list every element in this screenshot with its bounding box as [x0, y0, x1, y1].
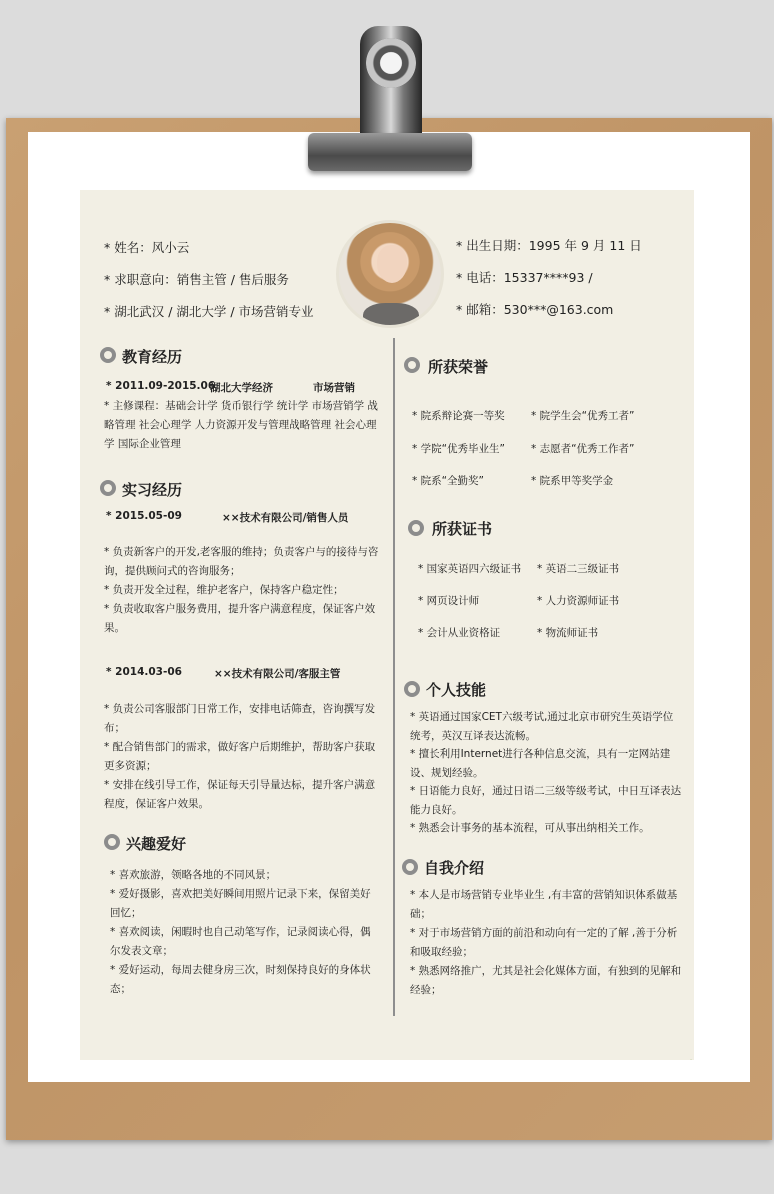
about-title: 自我介绍	[424, 859, 485, 877]
profile-name: * 姓名：风小云	[104, 240, 190, 255]
avatar-shirt	[363, 303, 419, 328]
honor-item: * 院学生会“优秀工者”	[531, 410, 635, 422]
certificate-item: * 人力资源师证书	[537, 595, 620, 607]
fern-leaf-icon	[620, 1030, 694, 1060]
honor-item: * 院系辩论赛一等奖	[412, 410, 505, 422]
certificate-item: * 国家英语四六级证书	[418, 563, 522, 575]
profile-location: * 湖北武汉 / 湖北大学 / 市场营销专业	[104, 304, 314, 319]
certificate-item: * 英语二三级证书	[537, 563, 620, 575]
clip-base	[308, 133, 472, 171]
hobby-item: * 爱好运动，每周去健身房三次，时刻保持良好的身体状态；	[110, 964, 371, 995]
skill-item: * 擅长利用Internet进行各种信息交流，具有一定网站建设、规划经验。	[410, 748, 671, 779]
honors-title: 所获荣誉	[428, 358, 489, 376]
job-company: ××技术有限公司/销售人员	[222, 512, 349, 524]
internship-title: 实习经历	[122, 481, 183, 499]
profile-intent: * 求职意向：销售主管 / 售后服务	[104, 272, 289, 287]
job-date: * 2014.03-06	[106, 666, 182, 678]
section-bullet-icon	[404, 681, 420, 697]
job-duty: * 负责收取客户服务费用，提升客户满意程度，保证客户效果。	[104, 603, 376, 634]
honor-item: * 学院“优秀毕业生”	[412, 443, 505, 455]
hobbies-title: 兴趣爱好	[126, 835, 187, 853]
education-school: 湖北大学经济	[210, 382, 273, 394]
education-title: 教育经历	[122, 348, 183, 366]
section-bullet-icon	[408, 520, 424, 536]
section-bullet-icon	[104, 834, 120, 850]
profile-birth: * 出生日期：1995 年 9 月 11 日	[456, 238, 642, 253]
about-item: * 熟悉网络推广，尤其是社会化媒体方面，有独到的见解和经验；	[410, 965, 682, 996]
education-date: * 2011.09-2015.06	[106, 380, 216, 392]
job-company: ××技术有限公司/客服主管	[214, 668, 341, 680]
education-major: 市场营销	[313, 382, 355, 394]
certificate-item: * 会计从业资格证	[418, 627, 501, 639]
certificate-item: * 物流师证书	[537, 627, 599, 639]
section-bullet-icon	[404, 357, 420, 373]
job-duty: * 配合销售部门的需求，做好客户后期维护，帮助客户获取更多资源；	[104, 741, 376, 772]
job-duty: * 负责新客户的开发,老客服的维持；负责客户与的接待与咨询，提供顾问式的咨询服务；	[104, 546, 379, 577]
avatar	[336, 220, 444, 328]
about-item: * 本人是市场营销专业毕业生 ,有丰富的营销知识体系做基础；	[410, 889, 678, 920]
profile-email: * 邮箱：530***@163.com	[456, 302, 614, 317]
honor-item: * 志愿者“优秀工作者”	[531, 443, 635, 455]
section-bullet-icon	[100, 347, 116, 363]
avatar-face	[377, 245, 407, 283]
section-bullet-icon	[402, 859, 418, 875]
profile-phone: * 电话：15337****93 /	[456, 270, 593, 285]
about-item: * 对于市场营销方面的前沿和动向有一定的了解 ,善于分析和吸取经验；	[410, 927, 678, 958]
job-duty: * 安排在线引导工作，保证每天引导量达标，提升客户满意程度，保证客户效果。	[104, 779, 376, 810]
education-courses: * 主修课程：基础会计学 货币银行学 统计学 市场营销学 战略管理 社会心理学 人力资源开发与管理战略管理 社会心理学 国际企业管理	[104, 400, 378, 450]
skill-item: * 日语能力良好，通过日语二三级等级考试，中日互译表达能力良好。	[410, 785, 682, 816]
certificates-title: 所获证书	[432, 520, 493, 538]
section-bullet-icon	[100, 480, 116, 496]
column-divider	[393, 338, 395, 1016]
skill-item: * 英语通过国家CET六级考试,通过北京市研究生英语学位统考，英汉互译表达流畅。	[410, 711, 674, 742]
skills-title: 个人技能	[426, 681, 487, 699]
certificate-item: * 网页设计师	[418, 595, 480, 607]
job-duty: * 负责开发全过程，维护老客户，保持客户稳定性；	[104, 584, 344, 596]
honor-item: * 院系甲等奖学金	[531, 475, 614, 487]
job-duty: * 负责公司客服部门日常工作，安排电话筛查，咨询撰写发布；	[104, 703, 376, 734]
honor-item: * 院系“全勤奖”	[412, 475, 484, 487]
job-date: * 2015.05-09	[106, 510, 182, 522]
hobby-item: * 爱好摄影，喜欢把美好瞬间用照片记录下来，保留美好回忆；	[110, 888, 371, 919]
hobby-item: * 喜欢阅读，闲暇时也自己动笔写作，记录阅读心得，偶尔发表文章；	[110, 926, 371, 957]
hobby-item: * 喜欢旅游，领略各地的不同风景；	[110, 869, 277, 881]
skill-item: * 熟悉会计事务的基本流程，可从事出纳相关工作。	[410, 822, 650, 834]
clip-ring-icon	[366, 38, 416, 88]
